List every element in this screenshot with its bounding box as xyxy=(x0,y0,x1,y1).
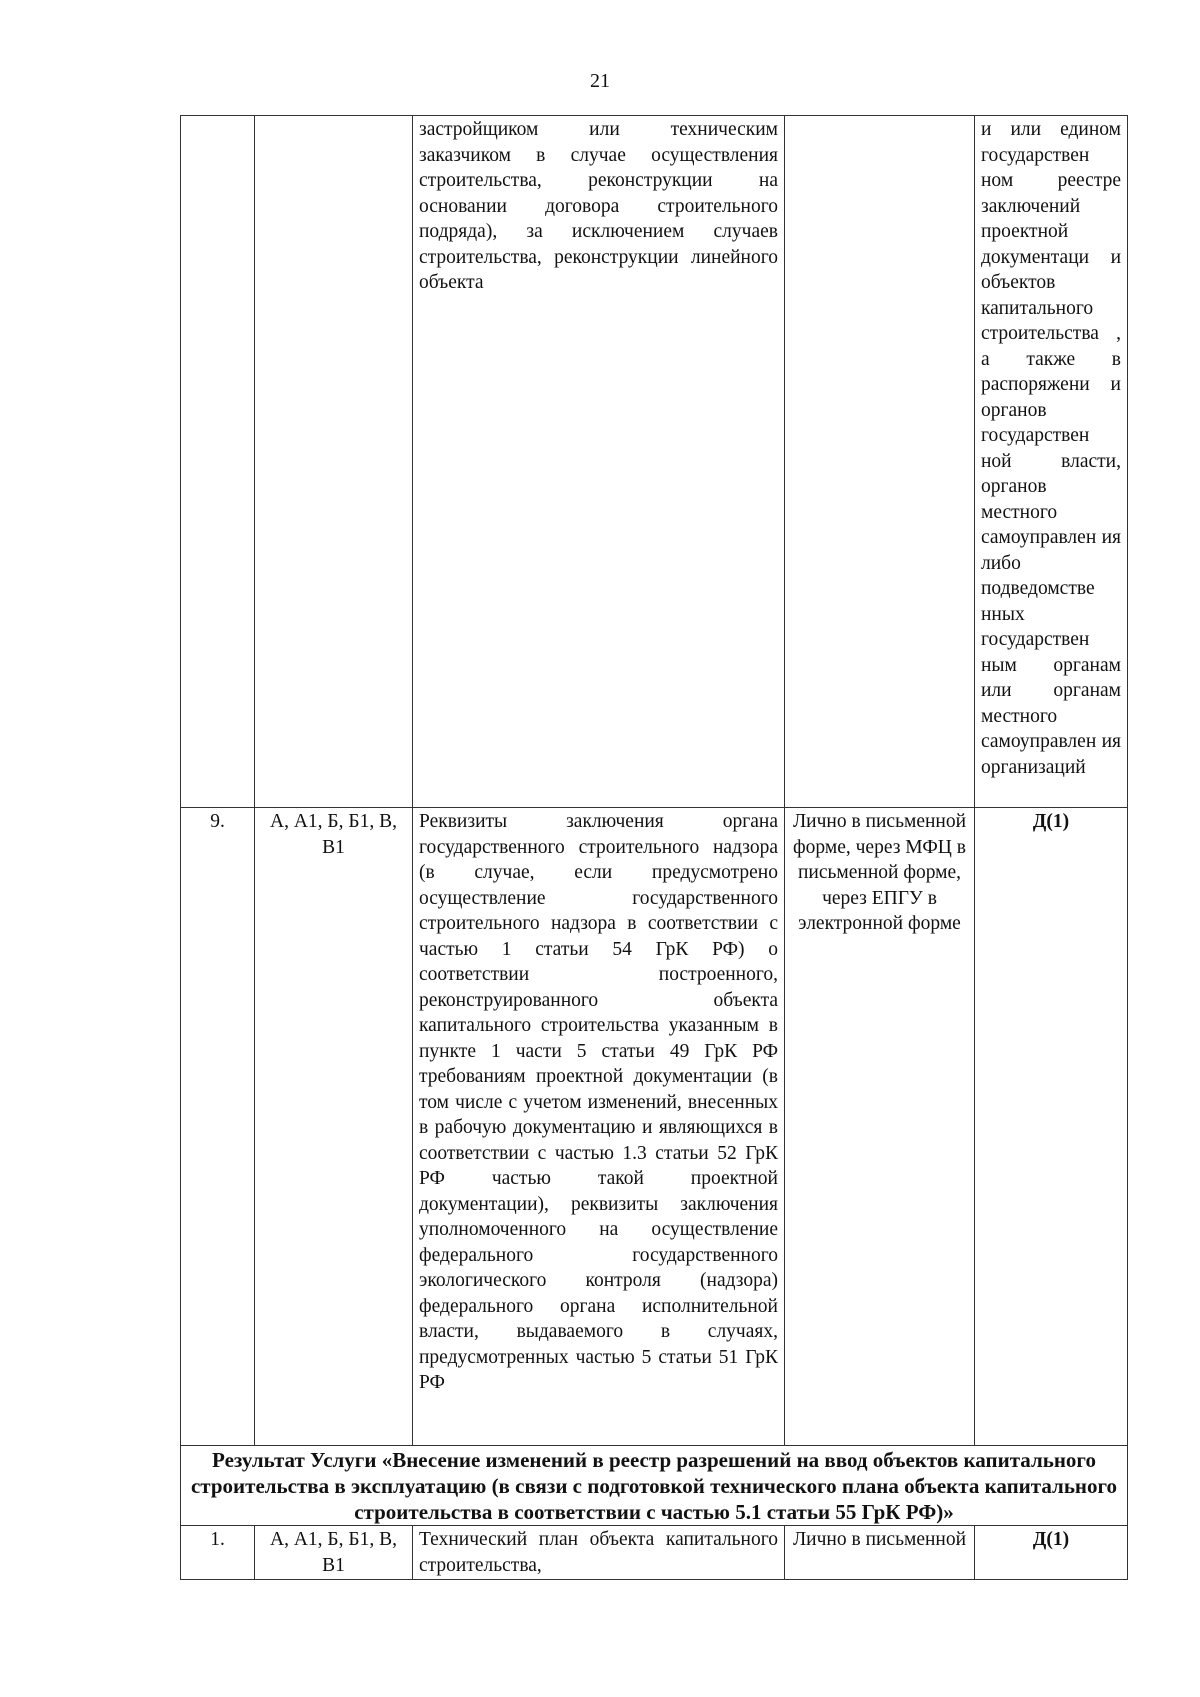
cell-num: 9. xyxy=(181,808,255,1446)
cell-source: и или едином государствен ном реестре заключений проектной документаци и объектов капитального строительства , а также в распоряжени и органов государствен ной власти, органов местного самоуправлен ия либо подведомстве нных государствен ным органам или органам местного самоуправлен ия организаций xyxy=(975,116,1128,808)
cell-num: 1. xyxy=(181,1526,255,1580)
table-row-9 xyxy=(181,808,1128,1446)
cell-document: застройщиком или техническим заказчиком в случае осуществления строительства, реконструкции на основании договора строительного подряда), за исключением случаев строительства, реконструкции линейного объекта xyxy=(413,116,785,808)
page-number: 21 xyxy=(590,70,610,92)
cell-num xyxy=(181,116,255,808)
cell-category xyxy=(255,116,413,808)
table-row-1 xyxy=(181,1526,1128,1580)
cell-method: Лично в письменной xyxy=(785,1526,975,1580)
documents-table xyxy=(180,115,1128,1580)
section-heading: Результат Услуги «Внесение изменений в реестр разрешений на ввод объектов капитального строительства в эксплуатацию (в связи с подготовкой технического плана объекта капитального строительства в соответствии с частью 5.1 статьи 55 ГрК РФ)» xyxy=(181,1446,1128,1526)
cell-code: Д(1) xyxy=(975,808,1128,1446)
section-heading-row xyxy=(181,1446,1128,1526)
cell-document: Технический план объекта капитального строительства, xyxy=(413,1526,785,1580)
cell-method: Лично в письменной форме, через МФЦ в письменной форме, через ЕПГУ в электронной форме xyxy=(785,808,975,1446)
cell-method xyxy=(785,116,975,808)
table-row-continuation xyxy=(181,116,1128,808)
cell-category: А, А1, Б, Б1, В, В1 xyxy=(255,1526,413,1580)
cell-category: А, А1, Б, Б1, В, В1 xyxy=(255,808,413,1446)
cell-document: Реквизиты заключения органа государственного строительного надзора (в случае, если предусмотрено осуществление государственного строительного надзора в соответствии с частью 1 статьи 54 ГрК РФ) о соответствии построенного, реконструированного объекта капитального строительства указанным в пункте 1 части 5 статьи 49 ГрК РФ требованиям проектной документации (в том числе с учетом изменений, внесенных в рабочую документацию и являющихся в соответствии с частью 1.3 статьи 52 ГрК РФ частью такой проектной документации), реквизиты заключения уполномоченного на осуществление федерального государственного экологического контроля (надзора) федерального органа исполнительной власти, выдаваемого в случаях, предусмотренных частью 5 статьи 51 ГрК РФ xyxy=(413,808,785,1446)
cell-code: Д(1) xyxy=(975,1526,1128,1580)
